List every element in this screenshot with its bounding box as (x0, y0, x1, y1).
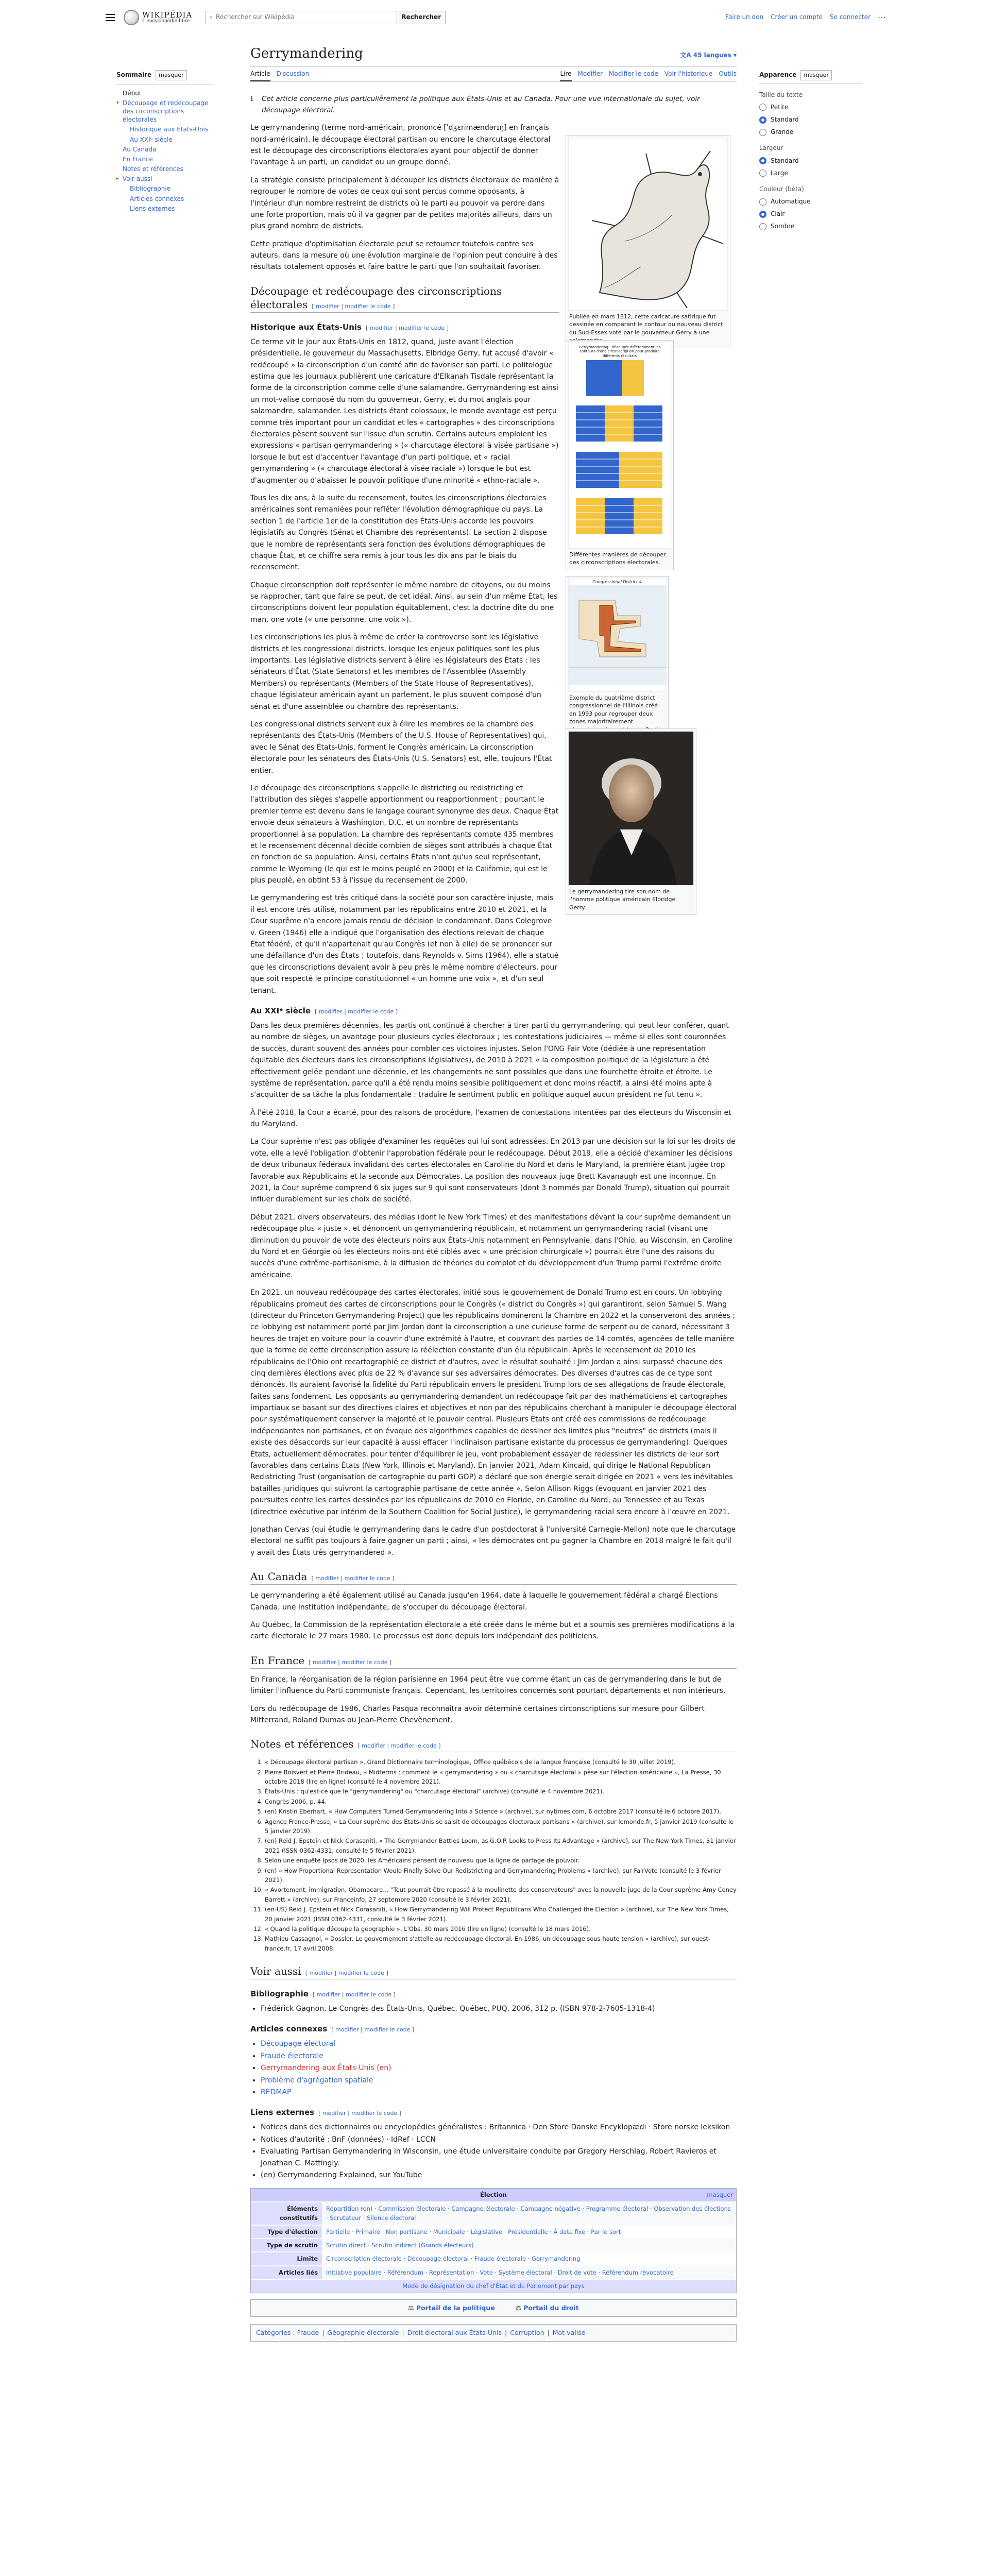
toc-item[interactable] (116, 205, 212, 213)
toc-item[interactable] (116, 184, 212, 193)
list-item: • Frédérick Gagnon, Le Congrès des États-Unis, Québec, Québec, PUQ, 2006, 312 p. (ISBN 978-2-7605-1318-4) (261, 2003, 737, 2014)
section-heading: Voir aussi [ modifier | modifier le code ] (250, 1964, 737, 1979)
portal-icon: ⚖ (515, 2303, 521, 2312)
search-bar (206, 11, 446, 24)
toggle-icon[interactable]: ▸ (116, 176, 119, 182)
navbox-row (251, 2265, 736, 2279)
appearance-group-title: Couleur (bêta) (759, 185, 804, 193)
paragraph: Au Québec, la Commission de la représentation électorale a été créée dans le même but et a soumis ses premières modifications à la carte électorale le 27 mars 1980. Le processus est donc depuis lors indépendant des politiciens. (250, 1620, 735, 1641)
radio-label: Petite (771, 103, 789, 111)
reference-item: 13. Mathieu Cassagnol, « Dossier. Le gouvernement s'attelle au redécoupage électoral. En 1986, un découpage sous haute tension » (archive), sur ouest-france.fr, 17 avril 2008. (265, 1934, 737, 1953)
subsection-heading: Au XXIᵉ siècle [ modifier | modifier le code ] (250, 1006, 398, 1015)
radio-label: Clair (771, 210, 785, 218)
portal-law[interactable]: ⚖ Portail du droit (515, 2303, 579, 2312)
paragraph: À l'été 2018, la Cour a écarté, pour des raisons de procédure, l'examen de contestations intentées par des électeurs du Wisconsin et du Maryland. (250, 1108, 731, 1129)
reference-item: 7. (en) Reid J. Epstein et Nick Corasaniti, « The Gerrymander Battles Loom, as G.O.P. Looks to Press Its Advantage » (archive), sur The New York Times, 31 janvier 2021 (ISSN 0362-4331, consulté le 5 février 2021). (265, 1836, 737, 1855)
tab-discussion[interactable]: Discussion (276, 70, 310, 77)
radio-button[interactable] (759, 223, 766, 230)
reference-item: 3. États-Unis : qu'est-ce que le "gerrymandering" ou "charcutage électoral" (archive) (consulté le 4 novembre 2021). (265, 1787, 737, 1796)
navbox-list[interactable]: Circonscription électorale · Découpage électoral · Fraude électorale · Gerrymandering (322, 2252, 736, 2265)
radio-label: Sombre (771, 223, 795, 230)
subsection-heading: Bibliographie [ modifier | modifier le code ] (250, 1989, 396, 1999)
edit-source-link[interactable]: modifier le code (399, 324, 445, 331)
edit-source-link[interactable]: modifier le code (344, 1575, 390, 1582)
paragraph: Chaque circonscription doit représenter le même nombre de citoyens, ou du moins se rapprocher, tant que faire se peut, de cet idéal. Ainsi, au sein d'un même État, les circonscriptions doivent leur population équitablement, c'est la doctrine dite du one man, one vote (« une personne, une voix »). (250, 581, 558, 624)
navbox-row (251, 2238, 736, 2251)
article-content (250, 94, 737, 2342)
user-links (725, 11, 886, 24)
section-heading: Découpage et redécoupage des circonscriptions électorales [ modifier | modifier le code ] (250, 284, 559, 313)
navbox-list[interactable]: Initiative populaire · Référendum · Représentation · Vote · Système électoral · Droit de vote · Référendum révocatoire (322, 2266, 736, 2279)
reference-item: 9. (en) « How Proportional Representation Would Finally Solve Our Redistricting and Gerrymandering Problems » (archive), sur FairVote (consulté le 3 février 2021). (265, 1866, 737, 1885)
external-link-item[interactable]: • Notices d'autorité : BnF (données) · IdRef · LCCN (261, 2134, 737, 2145)
figure-caption: Différentes manières de découper des circonscriptions électorales. (569, 551, 666, 566)
figure-caption: Le gerrymandering tire son nom de l'homme politique américain Elbridge Gerry. (569, 888, 676, 911)
reference-item: 11. (en-US) Reid J. Epstein et Nick Corasaniti, « How Gerrymandering Will Protect Republicans Who Challenged the Election » (archive), sur The New York Times, 20 janvier 2021 (ISSN 0362-4331, consulté le 3 février 2021). (265, 1905, 737, 1924)
appearance-option[interactable] (759, 222, 862, 231)
edit-link[interactable]: modifier (316, 302, 339, 310)
edit-link[interactable]: modifier (315, 1575, 339, 1582)
paragraph: Début 2021, divers observateurs, des médias (dont le New York Times) et des manifestations dévant la cour suprême demandent un redécoupage plus « juste », et dénoncent un gerrymandering républicain, et notamment un gerrymandering racial (visant une diminution du pouvoir de vote des électeurs noirs aux États-Unis notamment en Pennsylvanie, dans l'Ohio, au Wisconsin, en Caroline du Nord et en Géorgie où les électeurs noirs ont été ciblés avec « une précision chirurgicale ») pourrait être l'une des raisons du succès d'une extrême-partisanisme, à la diffusion de théories du complot et du développement d'un Trump parmi l'extrême droite américaine. (250, 1213, 732, 1279)
edit-link[interactable]: modifier (362, 1742, 385, 1750)
radio-button[interactable] (759, 157, 766, 164)
navbox-election (250, 2188, 737, 2293)
related-articles-list (250, 2038, 737, 2098)
section-heading: Notes et références [ modifier | modifier le code ] (250, 1737, 737, 1752)
edit-link[interactable]: modifier (312, 1658, 336, 1666)
tab-history[interactable]: Voir l'historique (664, 70, 713, 77)
navbox-list[interactable]: Scrutin direct · Scrutin indirect (Grands électeurs) (322, 2239, 736, 2251)
paragraph: Le découpage des circonscriptions s'appelle le districting ou redistricting et l'attribution des sièges s'appelle apportionment ou reapportionment ; pourtant le premier terme est devenu dans le langage courant synonyme des deux. Chaque État envoie deux sénateurs à Washington, D.C. et un nombre de représentants proportionnel à sa population. La chambre des représentants compte 435 membres et le recensement décennal décide combien de sièges sont attribués à chaque État en fonction de sa population. Ainsi, certains États n'ont qu'un seul représentant, comme le Wyoming (le qui est le moins peuplé en 2000) et la Californie, qui est le plus peuplé, en obtint 53 à l'issue du recensement de 2000. (250, 784, 559, 885)
toc-item[interactable] (116, 165, 212, 173)
navbox-group: Type de scrutin (251, 2239, 322, 2251)
edit-source-link[interactable]: modifier le code (390, 1742, 437, 1750)
21st-century-section (250, 1020, 737, 1558)
page-title: Gerrymandering (250, 46, 363, 61)
radio-label: Standard (771, 157, 799, 164)
navbox-group: Articles liés (251, 2266, 322, 2279)
category-separator: | (402, 2328, 404, 2336)
main-menu-icon[interactable] (103, 10, 117, 25)
related-article-link[interactable]: Fraude électorale (261, 2052, 323, 2060)
radio-label: Automatique (771, 198, 811, 206)
toc-item-label: Historique aux États-Unis (130, 126, 209, 133)
edit-source-link[interactable]: modifier le code (345, 302, 391, 310)
related-article-link[interactable]: Problème d'agrégation spatiale (261, 2076, 373, 2084)
navbox-list[interactable]: Partielle · Primaire · Non partisane · Municipale · Législative · Présidentielle · À date fixe · Par le sort (322, 2226, 736, 2238)
subsection-heading: Liens externes [ modifier | modifier le code ] (250, 2108, 402, 2117)
toc-hide-button[interactable]: masquer (156, 70, 186, 80)
radio-button[interactable] (759, 129, 766, 136)
tab-edit[interactable]: Modifier (577, 70, 603, 77)
table-of-contents (116, 70, 212, 214)
paragraph: La Cour suprême n'est pas obligée d'examiner les requêtes qui lui sont adressées. En 2013 par une décision sur la loi sur les droits de vote, elle a levé l'obligation d'obtenir l'approbation fédérale pour le redécoupage. Début 2019, elle a décidé d'examiner les décisions de deux tribunaux fédéraux invalidant des cartes électorales en Caroline du Nord et dans le Maryland, la première étant jugée trop favorable aux Républicains et la seconde aux Démocrates. La position des nouveaux juge Brett Kavanaugh est une inconnue. En 2021, la Cour suprême comprend 6 six juges sur 9 qui sont conservateurs (dont 3 nommés par Donald Trump), situation qui pourrait influer durablement sur les choix de société. (250, 1138, 736, 1204)
appearance-option[interactable] (759, 197, 862, 207)
search-icon: ⌕ (209, 13, 213, 21)
edit-source-link[interactable]: modifier le code (351, 2110, 398, 2117)
edit-source-link[interactable]: modifier le code (338, 1970, 384, 1977)
edit-source-link[interactable]: modifier le code (346, 1991, 392, 1998)
figure-header: Gerrymandering : découper différemment les contours d'une circonscription pour produire différents résultats (578, 345, 661, 358)
globe-icon (124, 10, 139, 25)
appearance-option[interactable] (759, 168, 862, 178)
reference-item: 5. (en) Kristin Eberhart, « How Computers Turned Gerrymandering Into a Science » (archive), sur nytimes.com, 6 octobre 2017 (consulté le 6 octobre 2017). (265, 1807, 737, 1816)
toc-item-label: Articles connexes (130, 195, 184, 202)
toc-item[interactable] (116, 135, 212, 144)
list-item (261, 2038, 737, 2049)
edit-source-link[interactable]: modifier le code (364, 2026, 411, 2033)
tab-tools[interactable]: Outils (719, 70, 737, 77)
portal-politics[interactable]: ⚖ Portail de la politique (408, 2303, 495, 2312)
categories-bar: Catégories : Fraude | Géographie électorale | Droit électoral aux États-Unis | Corruption | Mot-valise (250, 2324, 737, 2342)
radio-button[interactable] (759, 116, 766, 124)
lead-paragraph: Cette pratique d'optimisation électorale peut se retourner toutefois contre ses auteurs, dans la mesure où une évolution marginale de l'opinion peut conduire à des résultats totalement opposés et faire battre le parti que l'on souhaitait favoriser. (250, 240, 558, 272)
appearance-title: Apparence (759, 71, 797, 79)
figure-caption: Exemple du quatrième district congressionnel de l'Illinois créé en 1993 pour regrouper deux zones majoritairement (569, 694, 658, 725)
site-subtitle: L'encyclopédie libre (142, 19, 190, 24)
navbox-footer-link[interactable]: Mode de désignation du chef d'État et du Parlement par pays (251, 2279, 736, 2292)
navbox-row (251, 2201, 736, 2225)
donate-link[interactable]: Faire un don (725, 13, 764, 21)
create-account-link[interactable]: Créer un compte (771, 13, 823, 21)
toc-spacer (116, 90, 123, 97)
toc-spacer (124, 185, 130, 193)
bibliography-list (250, 2003, 737, 2014)
navbox-group: Type d'élection (251, 2226, 322, 2238)
external-link-item[interactable]: • (en) Gerrymandering Explained, sur YouTube (261, 2170, 737, 2181)
toc-item-label: Bibliographie (130, 185, 171, 193)
radio-label: Standard (771, 115, 799, 123)
navbox-group: Éléments constitutifs (251, 2202, 322, 2225)
paragraph: Le gerrymandering a été également utilisé au Canada jusqu'en 1964, date à laquelle le gouvernement fédéral a chargé Élections Canada, une institution indépendante, de s'occuper du découpage électoral. (250, 1591, 718, 1612)
reference-item: 8. Selon une enquête Ipsos de 2020, les Américains pensent de nouveau que la ligne de partage de pouvoir. (265, 1856, 737, 1865)
categories-label[interactable]: Catégories (256, 2328, 291, 2336)
category-separator: | (322, 2328, 325, 2336)
toc-item-label: Début (123, 89, 142, 97)
paragraph: Jonathan Cervas (qui étudie le gerrymandering dans le cadre d'un postdoctorat à l'université Carnegie-Mellon) note que le charcutage électoral ne suffit pas toujours à faire gagner un parti ; ainsi, « les démocrates ont pu gagner la Chambre en 2018 malgré le fait qu'il y avait des États très gerrymandered ». (250, 1525, 736, 1557)
appearance-option[interactable] (759, 156, 862, 166)
figure-caption: Publiée en mars 1812, cette caricature satirique fut dessinée en comparant le contour du nouveau district du Sud-Essex voté par le gouverneur Gerry à une (569, 313, 723, 336)
toc-spacer (124, 206, 130, 213)
language-button[interactable]: 文A 45 langues ▾ (680, 52, 737, 59)
category-separator: | (505, 2328, 507, 2336)
portal-icon: ⚖ (408, 2303, 414, 2312)
section-heading: Au Canada [ modifier | modifier le code ] (250, 1570, 737, 1585)
reference-item: 6. Agence France-Presse, « La Cour suprême des États-Unis se saisit de découpages électoraux partisans » (archive), sur lemonde.fr, 5 janvier 2019 (consulté le 5 janvier 2019). (265, 1817, 737, 1836)
search-button[interactable]: Rechercher (397, 11, 446, 24)
navbox-group: Limite (251, 2252, 322, 2265)
paragraph: Les circonscriptions les plus à même de créer la controverse sont les législative districts et les congressional districts, lorsque les enjeux politiques sont les plus importants. Les législative districts servent à élire les législateurs des États : les sénateurs d'État (State Senators) et les membres de l'Assemblée (Assembly Members) ou représentants (Members of the State House of Representatives), chaque législateur américain ayant un parlement, le plus souvent composé d'un sénat et d'une assemblée ou chambre des représentants. (250, 633, 541, 711)
reference-item: 4. Congrès 2006, p. 44. (265, 1797, 737, 1806)
site-title: WIKIPÉDIA (142, 10, 193, 20)
toc-item-label: Liens externes (130, 205, 175, 212)
tab-read[interactable]: Lire (560, 67, 571, 81)
toc-spacer (116, 146, 123, 154)
related-article-link[interactable]: Gerrymandering aux États-Unis (en) (261, 2064, 391, 2073)
paragraph: Lors du redécoupage de 1986, Charles Pasqua reconnaîtra avoir déterminé certaines circonscriptions sur mesure pour Gilbert Mitterrand, Roland Dumas ou Jean-Pierre Chevènement. (250, 1704, 705, 1724)
navbox-row (251, 2251, 736, 2265)
navbox-row (251, 2225, 736, 2238)
list-item (261, 2062, 737, 2074)
paragraph: Le gerrymandering est très critiqué dans la société pour son caractère injuste, mais il est encore très utilisé, notamment par les républicains entre 2010 et 2021, et la Cour suprême n'a encore jamais rendu de décision le condamnant. Dans Colegrove v. Green (1946) elle a indiqué que l'organisation des élections relevait de chaque État fédéré, et qu'il n'appartenait qu'au Congrès (et non à elle) de se prononcer sur une défaillance d'un des États ; toutefois, dans Reynolds v. Sims (1964), elle a statué que les circonscriptions devaient avoir à peu près le même nombre d'électeurs, pour que soit respecté le principe constitutionnel « un homme une voix », et d'un seul tenant. (250, 894, 559, 995)
site-header (103, 7, 886, 28)
subsection-heading: Articles connexes [ modifier | modifier le code ] (250, 2024, 415, 2034)
toc-item-label: Au Canada (123, 145, 157, 153)
external-link-item[interactable]: • Notices dans des dictionnaires ou encyclopédies généralistes : Britannica · Den Store Danske Encyklopædi · Store norske leksikon (261, 2122, 737, 2133)
edit-link[interactable]: modifier (322, 2110, 346, 2117)
navbox-hide-button[interactable]: masquer (707, 2191, 733, 2199)
toc-item-label: Voir aussi (123, 175, 152, 183)
reference-item: 12. « Quand la politique découpe la géographie », L'Obs, 30 mars 2016 (lire en ligne) (consulté le 18 mars 2016). (265, 1924, 737, 1934)
edit-link[interactable]: modifier (335, 2026, 359, 2033)
toc-item-label: Découpage et redécoupage des circonscriptions électorales (123, 99, 209, 124)
radio-button[interactable] (759, 170, 766, 177)
history-section (250, 336, 559, 996)
lead-paragraph: Le gerrymandering (terme nord-américain, prononcé [ˈdʒɛrimændərɪŋ] en français nord-américain), le découpage électoral partisan ou encore le charcutage électoral est le découpage des circonscriptions électorales ayant pour objectif de donner l'avantage à un parti, un candidat ou un groupe donné. (250, 124, 551, 167)
toc-item[interactable] (116, 155, 212, 163)
portal-bar (250, 2299, 737, 2317)
appearance-group-title: Taille du texte (759, 91, 803, 98)
figure-header: Congressional District 4 (592, 580, 642, 584)
list-item (261, 2087, 737, 2098)
edit-link[interactable]: modifier (316, 1991, 340, 1998)
section-heading: En France [ modifier | modifier le code ] (250, 1654, 737, 1669)
lead-section (250, 122, 559, 273)
toggle-icon[interactable]: ▾ (116, 100, 119, 106)
login-link[interactable]: Se connecter (830, 13, 871, 21)
tab-article[interactable]: Article (250, 67, 270, 81)
page-tabs (250, 67, 737, 82)
search-input[interactable]: ⌕ Rechercher sur Wikipédia (206, 11, 397, 24)
tab-edit-source[interactable]: Modifier le code (609, 70, 658, 77)
references-list (250, 1757, 737, 1953)
appearance-option[interactable] (759, 209, 862, 219)
navbox-list[interactable]: Répartition (en) · Commission électorale · Campagne électorale · Campagne négative · Programme électoral · Observation des élections · Scrutateur · Silence électoral (322, 2202, 736, 2225)
paragraph: Tous les dix ans, à la suite du recensement, toutes les circonscriptions électorales américaines sont remaniées pour refléter l'évolution démographique du pays. La section 1 de l'article 1er de la constitution des États-Unis accorde les pouvoirs législatifs au Congrès (Sénat et Chambre des représentants). La section 2 dispose que le nombre de représentants sera fonction des évolutions démographiques de chaque État, et ce chiffre sera remis à jour tous les dix ans par le biais du recensement. (250, 494, 547, 572)
toc-item[interactable] (116, 175, 212, 183)
list-item (261, 2050, 737, 2062)
toc-title: Sommaire (116, 71, 152, 79)
edit-link[interactable]: modifier (318, 1008, 343, 1015)
paragraph: En 2021, un nouveau redécoupage des cartes électorales, initié sous le gouvernement de Donald Trump est en cours. Un lobbying républicains promeut des cartes de circonscriptions pour le Congrès (« district du Congrès ») qui garantiront, selon Samuel S. Wang (directeur du Princeton Gerrymandering Project) que les républicains domineront la Chambre en 2022 et la conserveront des années ; ce lobbying est notamment porté par Jim Jordan dont la circonscription a une curieuse forme de serpent ou de canard, nécessitant 3 heures de trajet en voiture pour la couvrir d'une extrémité à l'autre, et couvrant des parties de 14 comtés, agencées de telle manière que la forme de cette circonscription assure la réélection constante d'un élu républicain. Après le recensement de 2010 les républicains de l'Ohio ont recartographié ce district et d'autres, avec le résultat souhaité : Jim Jordan a ainsi surpassé chacune des cinq dernières élections avec plus de 22 % d'avance sur ses adversaires démocrates. Des diverses d'autres cas de ce type sont dénoncés. Ils auraient favorisé la fidélité du Parti républicain envers le président Trump lors de ses allégations de fraude électorale, faites sans fondement. Les opposants au gerrymandering demandent un redécoupage fait par des mathématiciens et cartographes impartiaux se basant sur des directives claires et objectives et non par des républicains cherchant à manipuler le découpage électoral pour systématiquement conserver la majorité et le pouvoir central. Plusieurs États ont créé des commissions de redécoupage indépendantes non partisanes, et on évoque des algorithmes capables de dessiner des limites plus "neutres" de districts (mais il existe des désaccords sur leur capacité à aussi effacer l'inclinaison partisane existante du processus de gerrymandering). Quelques États, actuellement démocrates, pour tenter d'équilibrer le jeu, vont probablement essayer de redessiner les districts de leur sort favorables dans certains États (New York, Illinois et Maryland). En janvier 2021, Adam Kincaid, qui dirige le National Republican Redistricting Trust (organisation de cartographie du parti GOP) a déclaré que son énergie serait dirigée en 2021 « vers les inévitables batailles juridiques qui suivront la cartographie partisane de cette année ». Selon Allison Riggs (évoquant en janvier 2021 des poursuites contre les cartes dessinées par les républicains de 2010 en Floride, en Caroline du Nord, au Tennessee et au Texas (directrice exécutive par intérim de la Southern Coalition for Social Justice), le gerrymandering racial sera encore à l'œuvre en 2021. (250, 1289, 737, 1516)
appearance-group-title: Largeur (759, 144, 783, 152)
toc-item-label: Au XXIᵉ siècle (130, 135, 173, 143)
toc-item[interactable] (116, 99, 212, 124)
appearance-option[interactable] (759, 127, 862, 137)
external-links-list (250, 2122, 737, 2181)
toc-item[interactable] (116, 195, 212, 203)
toc-item-label: Notes et références (123, 165, 183, 173)
appearance-panel (759, 70, 862, 234)
reference-item: 1. « Découpage électoral partisan », Grand Dictionnaire terminologique, Office québécois de la langue française (consulté le 30 juillet 2019). (265, 1757, 737, 1767)
more-options-icon[interactable]: ⋯ (878, 12, 886, 23)
wikipedia-logo[interactable] (124, 10, 192, 25)
toc-spacer (116, 156, 123, 163)
toc-spacer (124, 137, 130, 144)
category-separator: | (547, 2328, 550, 2336)
navbox-title: Élection (480, 2191, 507, 2199)
paragraph: Les congressional districts servent eux à élire les membres de la chambre des représentants des États-Unis (Members of the U.S. House of Representatives) qui, avec le Sénat des États-Unis, forment le Congrès américain. La circonscription électorale pour les sénateurs des États-Unis (U.S. Senators) est, elle, toujours l'État entier. (250, 720, 552, 775)
category-link[interactable]: Géographie électorale (327, 2328, 399, 2336)
toc-item[interactable] (116, 145, 212, 154)
related-article-link[interactable]: Découpage électoral (261, 2040, 336, 2048)
category-link[interactable]: Fraude (297, 2328, 319, 2336)
title-block (250, 45, 737, 82)
appearance-hide-button[interactable]: masquer (800, 70, 831, 80)
toc-spacer (124, 126, 130, 133)
category-link[interactable]: Mot-valise (552, 2328, 586, 2336)
radio-button[interactable] (759, 104, 766, 111)
toc-spacer (124, 196, 130, 203)
related-article-link[interactable]: REDMAP (261, 2088, 292, 2097)
toc-item-label: En France (123, 155, 153, 163)
paragraph: Dans les deux premières décennies, les partis ont continué à chercher à tirer parti du gerrymandering, qui peut leur conférer, quant au nombre de sièges, un avantage pour plusieurs cycles électoraux ; les contestations judiciaires — même si elles sont couronnées de succès, durant souvent des années pour combler ces victoires injustes. Selon l'ONG Fair Vote (dédiée à une représentation équitable des électeurs dans les circonscriptions législatives), de 2010 à 2021 « la composition politique de la législature a été effectivement gelée pendant une décennie, et les changements ne sont possibles que dans une fourchette étroite et étroite. Le système de représentation, parce qu'il a été rendu moins sensible politiquement et donc moins réactif, a ainsi été moins apte à s'acquitter de sa tâche la plus fondamentale : traduire le sentiment public en politique auquel aucun président ne fut tenu ». (250, 1021, 729, 1099)
edit-link[interactable]: modifier (369, 324, 394, 331)
edit-link[interactable]: modifier (309, 1970, 333, 1977)
appearance-option[interactable] (759, 103, 862, 112)
radio-button[interactable] (759, 198, 766, 206)
external-link-item[interactable]: • Evaluating Partisan Gerrymandering in Wisconsin, une étude universitaire conduite par Gregory Herschlag, Robert Ravieros et Jonathan C. Mattingly. (261, 2146, 737, 2169)
category-link[interactable]: Corruption (510, 2328, 544, 2336)
paragraph: Ce terme vit le jour aux États-Unis en 1812, quand, juste avant l'élection présidentielle, le gouverneur du Massachusetts, Elbridge Gerry, fut accusé d'avoir « redécoupé » la circonscription d'un comté afin de favoriser son parti. Le politologue estima que les journaux publièrent une caricature d'Elkanah Tisdale représentant la forme de la circonscription comme celle d'une salamandre. Gerrymandering est ainsi un mot-valise composé du nom du gouverneur, Gerry, et du mot anglais pour salamandre, salamander. Les districts étant colossaux, le monde avantage est perçu comme très important pour un candidat et les « cartographes » des circonscriptions électorales pèsent souvent sur l'issue d'un scrutin. Certains auteurs emploient les expressions « partisan gerrymandering » (« charcutage électoral à visée partisane ») lorsque le but est d'accentuer l'avantage d'un parti politique, et « racial gerrymandering » (« charcutage électoral à visée raciale ») lorsque le but est d'augmenter ou d'abaisser le pouvoir politique d'une minorité « ethno-raciale ». (250, 337, 559, 485)
paragraph: En France, la réorganisation de la région parisienne en 1964 peut être vue comme étant un cas de gerrymandering dans le but de limiter l'influence du Parti communiste français. Cependant, les territoires concernés sont pourtant départements et non intérieurs. (250, 1675, 726, 1696)
radio-label: Large (771, 169, 788, 177)
radio-button[interactable] (759, 211, 766, 218)
toc-item[interactable] (116, 89, 212, 97)
subsection-heading: Historique aux États-Unis [ modifier | modifier le code ] (250, 322, 449, 332)
radio-label: Grande (771, 128, 794, 136)
edit-source-link[interactable]: modifier le code (342, 1658, 388, 1666)
reference-item: 2. Pierre Boisvert et Pierre Brideau, « Midterms : comment le « gerrymandering » ou « charcutage électoral » pèse sur l'élection américaine », La Presse, 30 octobre 2018 (lire en ligne) (consulté le 4 novembre 2021). (265, 1768, 737, 1787)
edit-source-link[interactable]: modifier le code (348, 1008, 394, 1015)
lead-paragraph: La stratégie consiste principalement à découper les districts électoraux de manière à regrouper le nombre de votes de ceux qui sont perçus comme opposants, à l'intérieur d'un nombre restreint de districts où le parti au pouvoir va perdre dans une forte proportion, mais où il va gagner par de petites majorités ailleurs, dans un plus grand nombre de districts. (250, 176, 559, 231)
toc-item[interactable] (116, 125, 212, 133)
reference-item: 10. « Avortement, immigration, Obamacare… "Tout pourrait être repassé à la moulinette des conservateurs" avec la nouvelle juge de la Cour suprême Amy Coney Barrett » (archive), sur Franceinfo, 27 septembre 2020 (consulté le 3 février 2021). (265, 1885, 737, 1904)
category-link[interactable]: Droit électoral aux États-Unis (407, 2328, 502, 2336)
appearance-option[interactable] (759, 115, 862, 125)
hatnote: ℹ Cet article concerne plus particulièrement la politique aux États-Unis et au Canada. Pour une vue internationale du sujet, voir découpage électoral. (250, 94, 737, 116)
list-item (261, 2075, 737, 2086)
toc-spacer (116, 166, 123, 173)
